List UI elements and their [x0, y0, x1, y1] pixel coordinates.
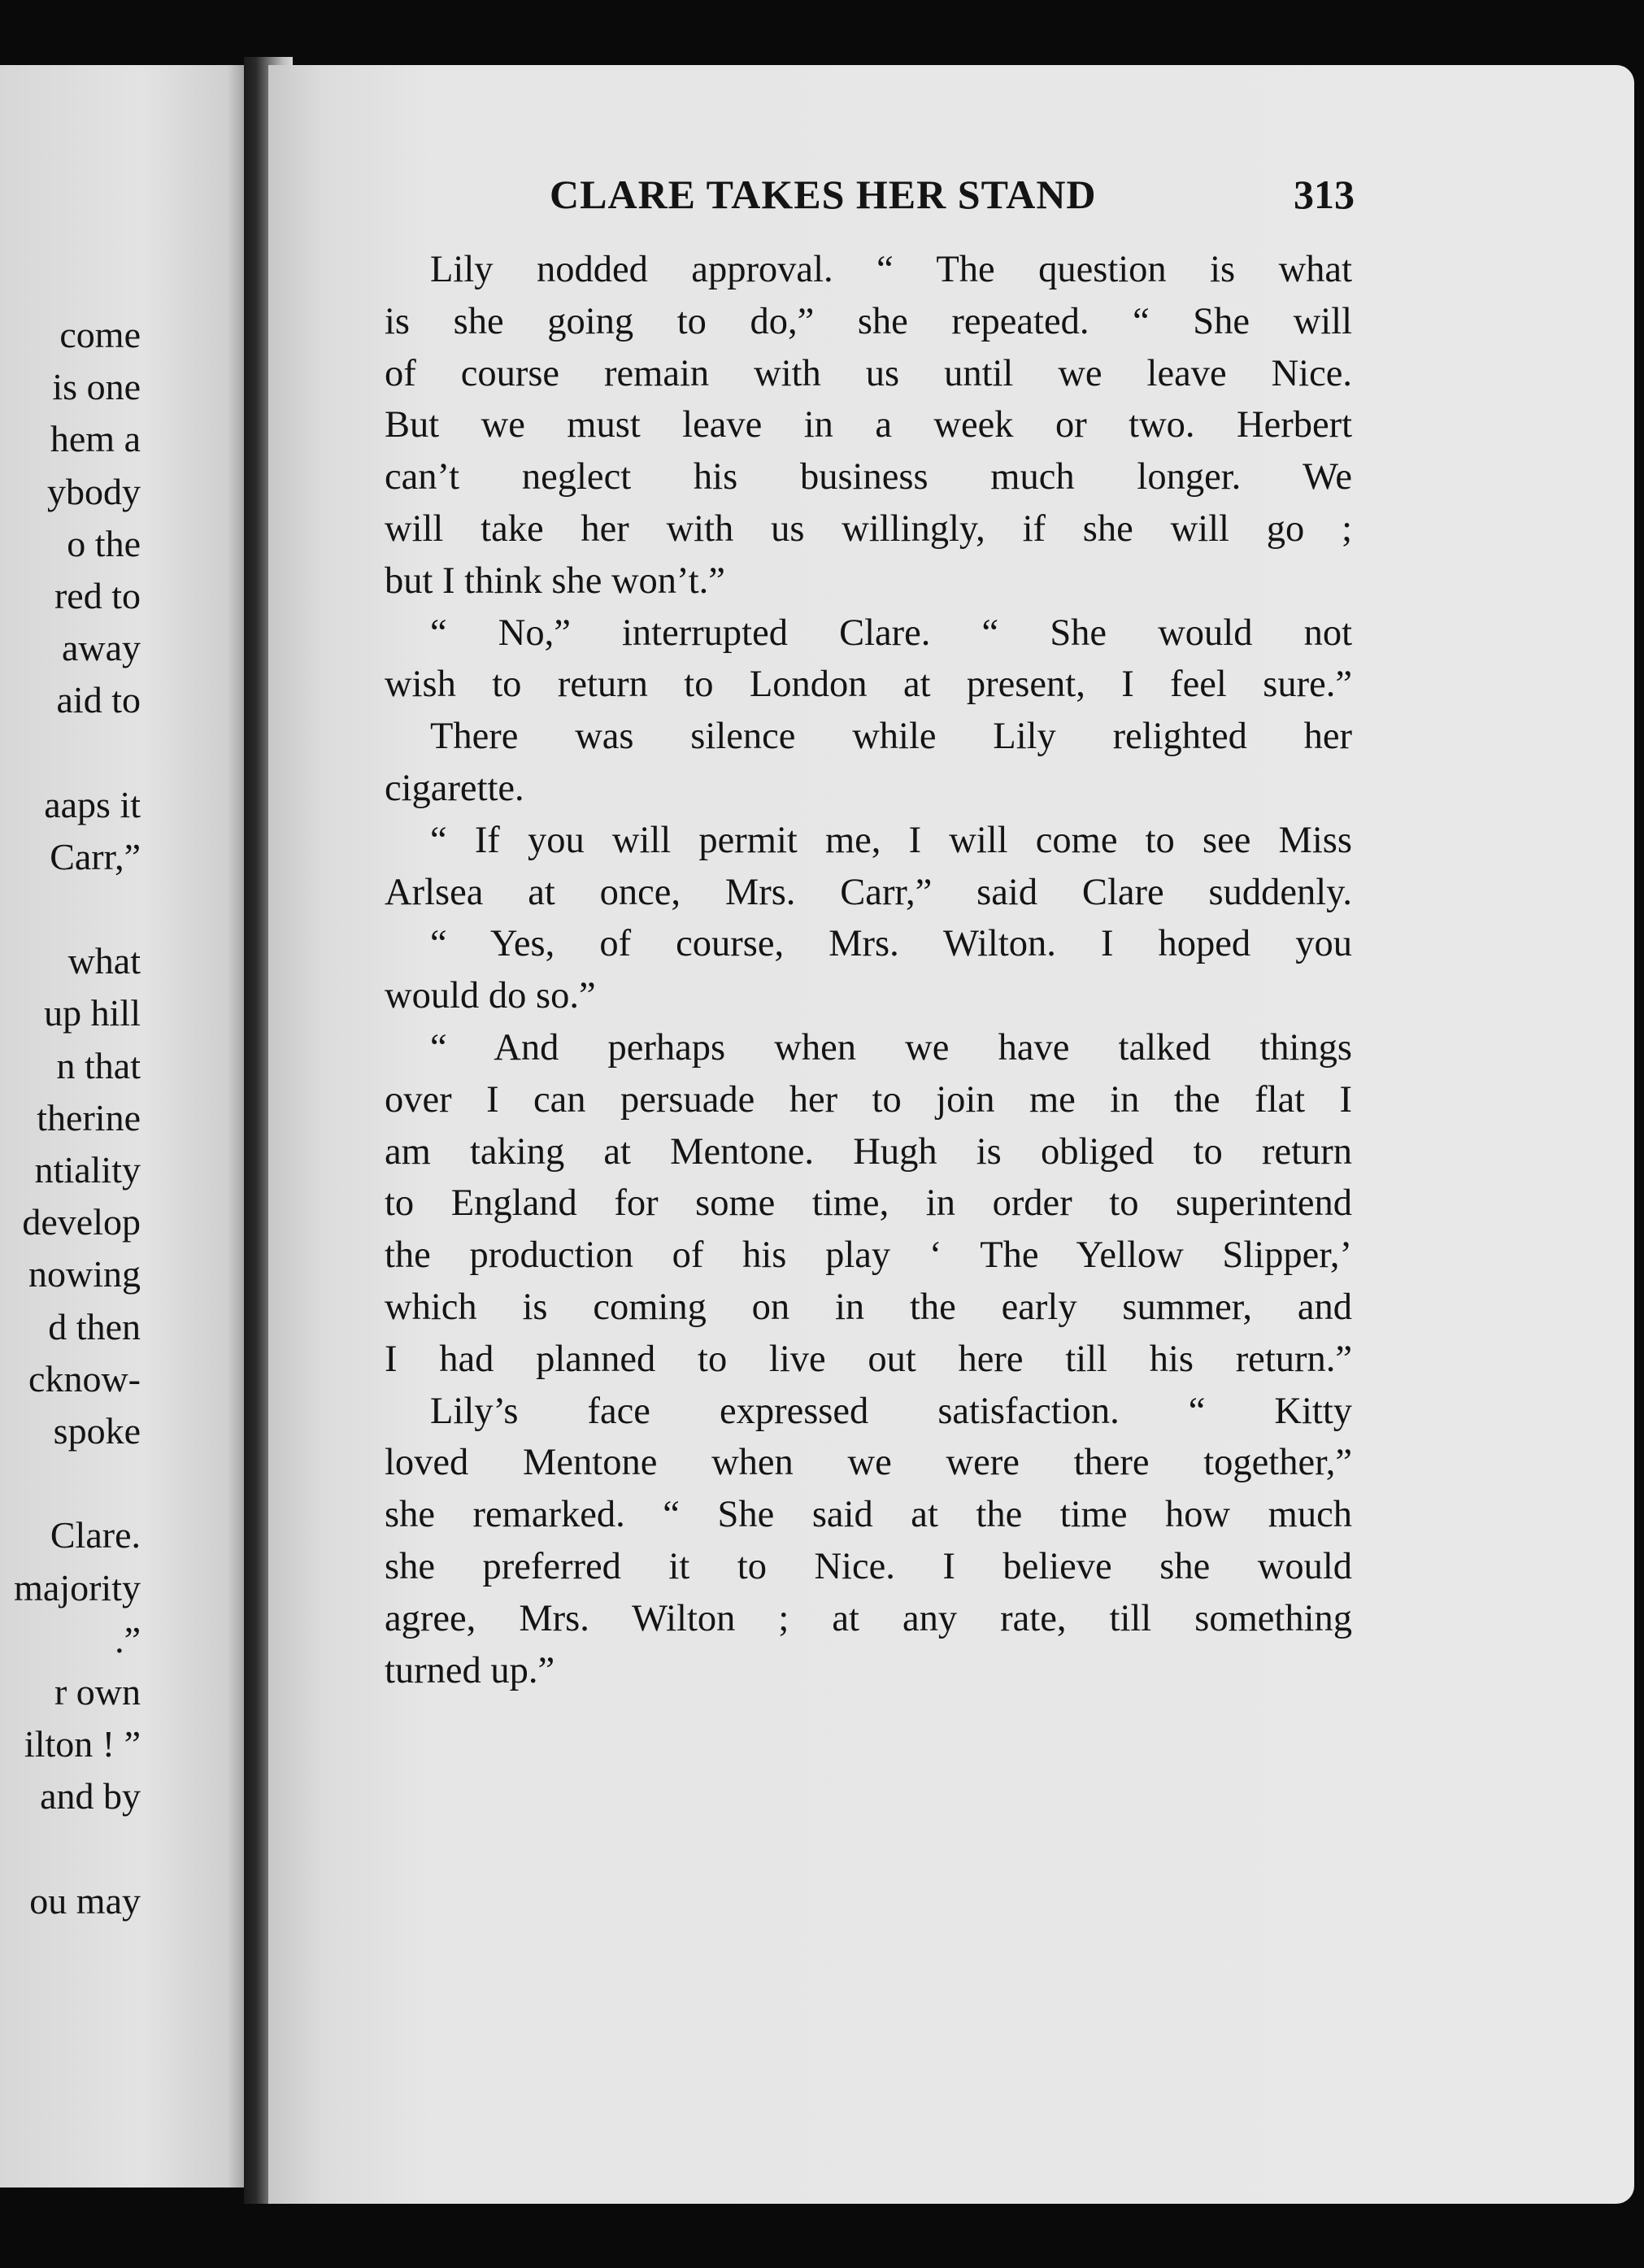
text-line: turned up.”: [385, 1649, 555, 1691]
text-line: will take her with us willingly, if she will go ;: [385, 507, 1352, 550]
text-line: But we must leave in a week or two. Herbert: [385, 404, 1352, 446]
previous-page-line: Clare.: [50, 1514, 141, 1556]
text-line: wish to return to London at present, I feel sure.”: [385, 664, 1352, 706]
previous-page-line: .”: [115, 1618, 141, 1661]
previous-page-text: [0, 309, 141, 1927]
previous-page-line: [0, 1822, 141, 1874]
page-body-text: [385, 244, 1352, 1696]
text-line: over I can persuade her to join me in the flat I: [385, 1078, 1352, 1121]
previous-page: [0, 65, 259, 2187]
previous-page-line: red to: [54, 574, 141, 616]
text-line: agree, Mrs. Wilton ; at any rate, till something: [385, 1597, 1352, 1639]
previous-page-line: n that: [56, 1044, 141, 1086]
previous-page-line: [0, 1457, 141, 1509]
text-line: “ And perhaps when we have talked things: [430, 1026, 1352, 1069]
previous-page-line: ybody: [47, 470, 141, 512]
text-line: she preferred it to Nice. I believe she would: [385, 1545, 1352, 1587]
previous-page-line: o the: [67, 522, 141, 564]
previous-page-line: ilton ! ”: [24, 1723, 141, 1765]
previous-page-line: Carr,”: [50, 835, 141, 877]
text-line: cigarette.: [385, 767, 524, 809]
text-line: which is coming on in the early summer, and: [385, 1286, 1352, 1328]
text-line: can’t neglect his business much longer. We: [385, 456, 1352, 498]
previous-page-line: and by: [40, 1775, 141, 1817]
text-line: of course remain with us until we leave Nice.: [385, 352, 1352, 394]
previous-page-line: up hill: [44, 992, 141, 1034]
previous-page-line: what: [67, 940, 141, 982]
previous-page-line: hem a: [50, 418, 141, 460]
running-title: CLARE TAKES HER STAND: [550, 172, 1097, 217]
previous-page-line: ntiality: [34, 1149, 141, 1191]
text-line: the production of his play ‘ The Yellow Slipper,’: [385, 1234, 1352, 1277]
text-line: “ Yes, of course, Mrs. Wilton. I hoped you: [430, 923, 1352, 965]
previous-page-line: aid to: [56, 679, 141, 721]
text-line: Lily nodded approval. “ The question is what: [430, 249, 1352, 290]
previous-page-line: cknow-: [28, 1357, 141, 1400]
previous-page-line: come: [59, 314, 141, 355]
previous-page-line: majority: [14, 1566, 141, 1608]
previous-page-line: therine: [37, 1096, 141, 1138]
text-line: am taking at Mentone. Hugh is obliged to return: [385, 1130, 1352, 1173]
previous-page-line: away: [61, 627, 141, 669]
text-line: Arlsea at once, Mrs. Carr,” said Clare suddenly.: [385, 871, 1352, 913]
previous-page-line: develop: [22, 1201, 141, 1243]
previous-page-line: ou may: [29, 1879, 141, 1922]
text-line: I had planned to live out here till his return.”: [385, 1338, 1352, 1380]
previous-page-line: [0, 883, 141, 935]
text-line: “ If you will permit me, I will come to see Miss: [430, 819, 1352, 861]
previous-page-line: d then: [48, 1305, 141, 1347]
text-line: There was silence while Lily relighted her: [430, 716, 1352, 758]
text-line: “ No,” interrupted Clare. “ She would not: [430, 612, 1352, 654]
text-line: to England for some time, in order to superintend: [385, 1182, 1352, 1225]
previous-page-line: [0, 727, 141, 779]
previous-page-line: is one: [52, 366, 141, 408]
text-line: but I think she won’t.”: [385, 559, 725, 602]
text-line: would do so.”: [385, 975, 596, 1017]
previous-page-line: aaps it: [44, 783, 141, 825]
running-header: [550, 171, 1355, 228]
text-line: loved Mentone when we were there together,”: [385, 1442, 1352, 1484]
previous-page-line: nowing: [28, 1253, 141, 1295]
text-line: is she going to do,” she repeated. “ She will: [385, 300, 1352, 342]
previous-page-line: r own: [54, 1670, 141, 1713]
page-number: 313: [1294, 172, 1355, 217]
text-line: she remarked. “ She said at the time how much: [385, 1494, 1352, 1536]
previous-page-line: spoke: [53, 1409, 141, 1452]
text-line: Lily’s face expressed satisfaction. “ Kitty: [430, 1390, 1352, 1432]
